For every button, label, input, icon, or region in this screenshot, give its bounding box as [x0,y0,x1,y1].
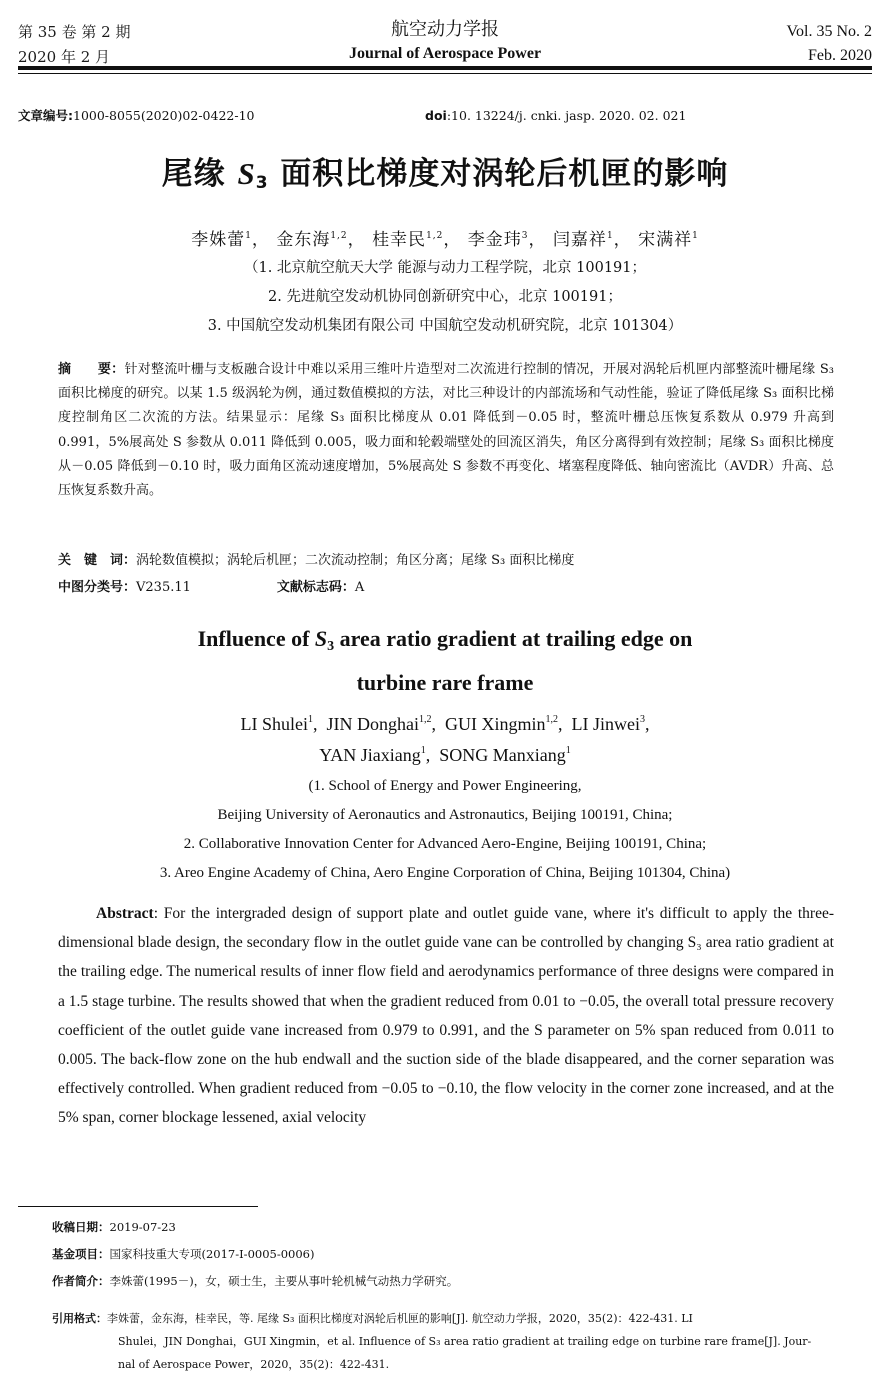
doi-value: :10. 13224/j. cnki. jasp. 2020. 02. 021 [446,108,687,123]
clc-label: 中图分类号： [58,580,137,595]
affiliation-cn: 2. 先进航空发动机协同创新研究中心，北京 100191； [268,289,622,305]
date-cn: 2020 年 2 月 [18,48,111,66]
author-en: LI Shulei [240,714,308,734]
citation-line: 李姝蕾，金东海，桂幸民，等. 尾缘 S₃ 面积比梯度对涡轮后机匣的影响[J]. 航空动力学报，2020，35(2)：422-431. LI [107,1312,693,1325]
citation-line: nal of Aerospace Power，2020，35(2)：422-431. [118,1358,390,1371]
abstract-cn-text: 针对整流叶栅与支板融合设计中难以采用三维叶片造型对二次流进行控制的情况，开展对涡轮后机匣内部整流叶栅尾缘 S₃ 面积比梯度的研究。以某 1.5 级涡轮为例，通过数值模拟的方法，对比三种设计的内部流场和气动性能，验证了降低尾缘 S₃ 面积比梯度控制角区二次流的方法。结果显示：尾缘 S₃ 面积比梯度从 0.01 降低到－0.05 时，整流叶栅总压恢复系数从 0.979 升高到 0.991，5%展高处 S 参数从 0.011 降低到 0.005，吸力面和轮毂端壁处的回流区消失，角区分离得到有效控制；尾缘 S₃ 面积比梯度从－0.05 降低到－0.10 时，吸力面角区流动速度增加，5%展高处 S 参数不再变化、堵塞程度降低、轴向密流比（AVDR）升高、总压恢复系数升高。 [58,362,834,499]
fund-value: 国家科技重大专项(2017-Ⅰ-0005-0006) [109,1247,315,1261]
journal-name-en: Journal of Aerospace Power [348,45,542,62]
doi-label: doi [425,108,447,123]
keywords-cn-text: 涡轮数值模拟；涡轮后机匣；二次流动控制；角区分离；尾缘 S₃ 面积比梯度 [136,553,575,568]
abstract-cn [58,358,834,503]
affiliation-en: 3. Areo Engine Academy of China, Aero Engine Corporation of China, Beijing 101304, China) [159,865,731,881]
journal-name-cn: 航空动力学报 [391,19,499,40]
header-rule-thick [18,66,872,70]
fund-label: 基金项目： [52,1247,110,1261]
keywords-cn-label: 关 键 词： [58,553,137,568]
bio-label: 作者简介： [52,1274,110,1288]
fund-project [52,1245,314,1263]
citation [52,1307,874,1376]
volume-issue-en: Vol. 35 No. 2 [786,23,872,40]
abstract-en-text: : For the intergraded design of support plate and outlet guide vane, where it's difficult to apply the three-dimensional blade design, the secondary flow in the outlet guide vane can be controlled by changing S₃ area ratio gradient at the trailing edge. The numerical results of inner flow field and aerodynamics performance of three designs were compared in a 1.5 stage turbine. The results showed that when the gradient reduced from 0.01 to −0.05, the overall total pressure recovery coefficient of the outlet guide vane increased from 0.979 to 0.991, and the S parameter on 5% span reduced from 0.011 to 0.005. The back-flow zone on the hub endwall and the suction side of the blade disappeared, and the corner separation was effectively controlled. When gradient reduced from −0.05 to −0.10, the flow velocity in the corner zone increased, and at the 5% span, corner blockage lessened, axial velocity [58,905,834,1127]
doi [425,107,686,125]
author-cn: 李金玮 [467,230,522,250]
footnote-rule [18,1206,258,1207]
affiliation-en: (1. School of Energy and Power Engineering, [308,778,582,794]
journal-issue-en [787,20,873,68]
article-number [18,107,254,125]
abstract-en [58,899,834,1133]
header-rule-thin [18,73,872,74]
affiliation-cn: （1. 北京航空航天大学 能源与动力工程学院，北京 100191； [243,260,646,276]
document-code-value: A [354,580,365,595]
abstract-cn-label: 摘 要： [58,362,125,377]
author-en: YAN Jiaxiang [319,745,421,765]
document-code-label: 文献标志码： [276,580,355,595]
affiliation-en: 2. Collaborative Innovation Center for Advanced Aero-Engine, Beijing 100191, China; [183,836,707,852]
volume-issue-cn: 第 35 卷 第 2 期 [18,23,131,41]
authors-cn: 李姝蕾$^1$， 金东海$^{1,2}$， 桂幸民$^{1,2}$， 李金玮$^3$， 闫嘉祥$^1$， 宋满祥$^1$ [191,230,699,250]
received-label: 收稿日期： [52,1220,110,1234]
article-number-value: 1000-8055(2020)02-0422-10 [73,108,255,123]
citation-line: Shulei，JIN Donghai，GUI Xingmin，et al. Influence of S₃ area ratio gradient at trailing edge on turbine rare frame[J]. Jour- [118,1335,812,1348]
author-cn: 桂幸民 [372,230,427,250]
author-cn: 宋满祥 [638,230,693,250]
authors-en-line1: LI Shulei$^1$, JIN Donghai$^{1,2}$, GUI Xingmin$^{1,2}$, LI Jinwei$^3$, [240,714,650,734]
received-date [52,1218,176,1236]
clc-value: V235.11 [136,580,191,595]
authors-en-line2: YAN Jiaxiang$^1$, SONG Manxiang$^1$ [319,745,571,765]
affiliation-en: Beijing University of Aeronautics and Astronautics, Beijing 100191, China; [217,807,673,823]
date-en: Feb. 2020 [808,47,872,64]
abstract-en-label: Abstract [96,905,154,922]
author-en: LI Jinwei [571,714,640,734]
title-en-line2: turbine rare frame [356,670,534,695]
article-number-label: 文章编号: [18,108,73,123]
author-cn: 李姝蕾 [191,230,246,250]
keywords-cn [58,549,574,573]
citation-label: 引用格式： [52,1312,107,1325]
bio-value: 李姝蕾(1995－)，女，硕士生，主要从事叶轮机械气动热力学研究。 [109,1274,459,1288]
title-en [0,621,890,701]
author-cn: 金东海 [276,230,331,250]
author-bio [52,1272,458,1290]
title-en-line1: Influence of $S_3$ area ratio gradient at trailing edge on [197,626,693,654]
received-value: 2019-07-23 [109,1220,176,1234]
author-en: SONG Manxiang [439,745,566,765]
journal-name [0,16,890,65]
affiliation-cn: 3. 中国航空发动机集团有限公司 中国航空发动机研究院，北京 101304） [207,318,683,334]
author-en: GUI Xingmin [445,714,546,734]
author-en: JIN Donghai [326,714,419,734]
classification [58,576,364,600]
title-cn: 尾缘 $S_3$ 面积比梯度对涡轮后机匣的影响 [161,156,729,193]
author-cn: 闫嘉祥 [552,230,607,250]
